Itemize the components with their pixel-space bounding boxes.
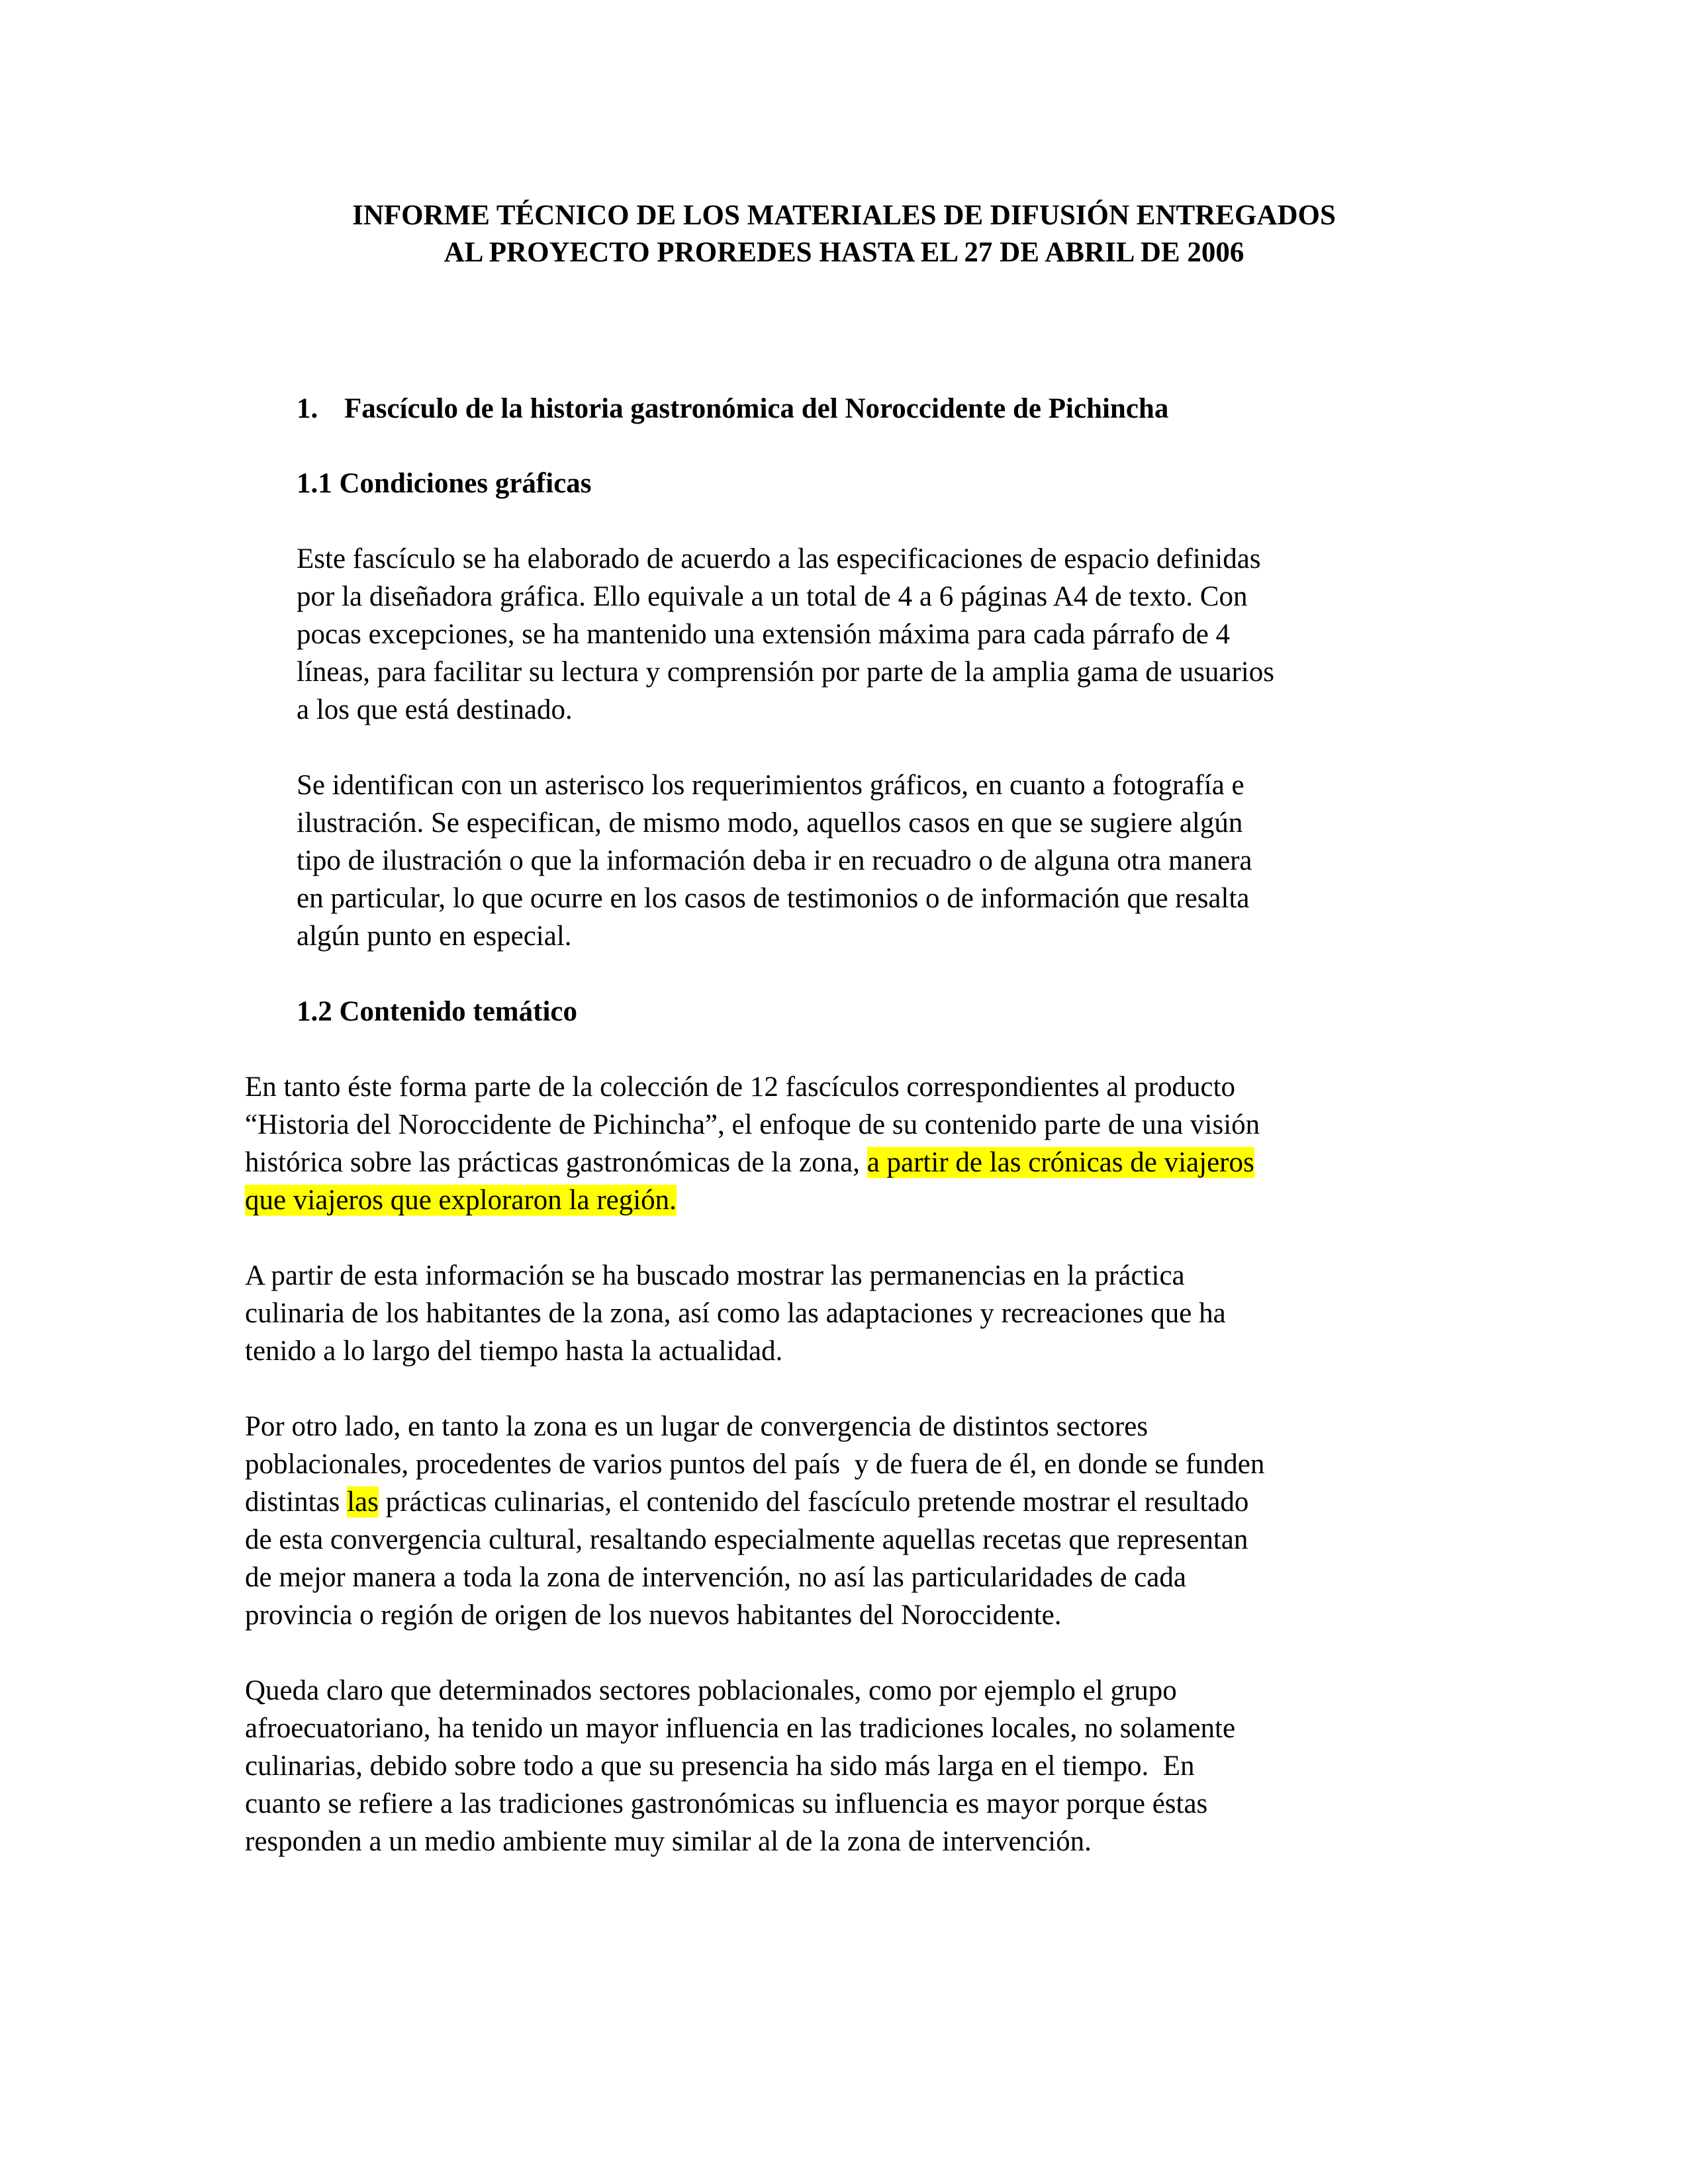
paragraph-line: responden a un medio ambiente muy similar al de la zona de intervención. xyxy=(245,1826,1092,1857)
paragraph-line: En tanto éste forma parte de la colección de 12 fascículos correspondientes al producto xyxy=(245,1071,1236,1103)
paragraph-line: de mejor manera a toda la zona de intervención, no así las particularidades de cada xyxy=(245,1562,1186,1593)
paragraph-line: afroecuatoriano, ha tenido un mayor influencia en las tradiciones locales, no solamente xyxy=(245,1713,1236,1744)
paragraph-line: Por otro lado, en tanto la zona es un lugar de convergencia de distintos sectores xyxy=(245,1411,1149,1442)
paragraph-thematic-content-3 xyxy=(245,1408,1264,1634)
paragraph-thematic-content-2 xyxy=(245,1257,1226,1370)
highlighted-text: las xyxy=(347,1486,379,1518)
section-1-title: Fascículo de la historia gastronómica del Noroccidente de Pichincha xyxy=(344,393,1169,424)
paragraph-line: a los que está destinado. xyxy=(297,694,573,725)
paragraph-line: por la diseñadora gráfica. Ello equivale a un total de 4 a 6 páginas A4 de texto. Con xyxy=(297,581,1248,612)
paragraph-line: poblacionales, procedentes de varios puntos del país y de fuera de él, en donde se funden xyxy=(245,1449,1265,1480)
subsection-1-1-heading: 1.1 Condiciones gráficas xyxy=(297,468,592,499)
highlighted-text: que viajeros que exploraron la región. xyxy=(245,1185,677,1216)
paragraph-graphic-conditions-2 xyxy=(297,766,1252,955)
document-title xyxy=(199,197,1489,271)
paragraph-line: culinarias, debido sobre todo a que su presencia ha sido más larga en el tiempo. En xyxy=(245,1751,1195,1782)
paragraph-line: cuanto se refiere a las tradiciones gastronómicas su influencia es mayor porque éstas xyxy=(245,1788,1208,1819)
paragraph-line: de esta convergencia cultural, resaltando especialmente aquellas recetas que representan xyxy=(245,1524,1248,1555)
plain-text: histórica sobre las prácticas gastronómicas de la zona, xyxy=(245,1147,867,1178)
subsection-1-2-heading: 1.2 Contenido temático xyxy=(297,996,577,1027)
title-line-1: INFORME TÉCNICO DE LOS MATERIALES DE DIFUSIÓN ENTREGADOS xyxy=(352,200,1336,231)
plain-text: prácticas culinarias, el contenido del fascículo pretende mostrar el resultado xyxy=(378,1486,1249,1518)
paragraph-line: tipo de ilustración o que la información deba ir en recuadro o de alguna otra manera xyxy=(297,845,1252,876)
paragraph-line: provincia o región de origen de los nuevos habitantes del Noroccidente. xyxy=(245,1600,1062,1631)
highlighted-text: a partir de las crónicas de viajeros xyxy=(867,1147,1254,1178)
title-line-2: AL PROYECTO PROREDES HASTA EL 27 DE ABRIL DE 2006 xyxy=(444,237,1244,268)
plain-text: distintas xyxy=(245,1486,348,1518)
paragraph-line: tenido a lo largo del tiempo hasta la actualidad. xyxy=(245,1336,783,1367)
paragraph-line xyxy=(245,1483,1264,1521)
paragraph-line xyxy=(245,1144,1260,1181)
paragraph-line xyxy=(245,1181,1260,1219)
section-1-heading xyxy=(297,390,1168,428)
paragraph-line: en particular, lo que ocurre en los casos de testimonios o de información que resalta xyxy=(297,883,1250,914)
paragraph-line: culinaria de los habitantes de la zona, así como las adaptaciones y recreaciones que ha xyxy=(245,1298,1226,1329)
paragraph-line: pocas excepciones, se ha mantenido una extensión máxima para cada párrafo de 4 xyxy=(297,619,1231,650)
paragraph-thematic-content-4 xyxy=(245,1672,1235,1860)
paragraph-thematic-content-1 xyxy=(245,1068,1260,1219)
paragraph-line: Este fascículo se ha elaborado de acuerdo a las especificaciones de espacio definidas xyxy=(297,543,1261,574)
paragraph-line: Queda claro que determinados sectores poblacionales, como por ejemplo el grupo xyxy=(245,1675,1177,1706)
paragraph-line: Se identifican con un asterisco los requerimientos gráficos, en cuanto a fotografía e xyxy=(297,770,1244,801)
paragraph-line: ilustración. Se especifican, de mismo modo, aquellos casos en que se sugiere algún xyxy=(297,807,1243,839)
section-1-number: 1. xyxy=(297,393,318,424)
paragraph-line: líneas, para facilitar su lectura y comprensión por parte de la amplia gama de usuarios xyxy=(297,657,1274,688)
paragraph-line: algún punto en especial. xyxy=(297,921,572,952)
paragraph-graphic-conditions-1 xyxy=(297,540,1274,729)
paragraph-line: “Historia del Noroccidente de Pichincha”, el enfoque de su contenido parte de una visión xyxy=(245,1109,1260,1140)
paragraph-line: A partir de esta información se ha buscado mostrar las permanencias en la práctica xyxy=(245,1260,1185,1291)
